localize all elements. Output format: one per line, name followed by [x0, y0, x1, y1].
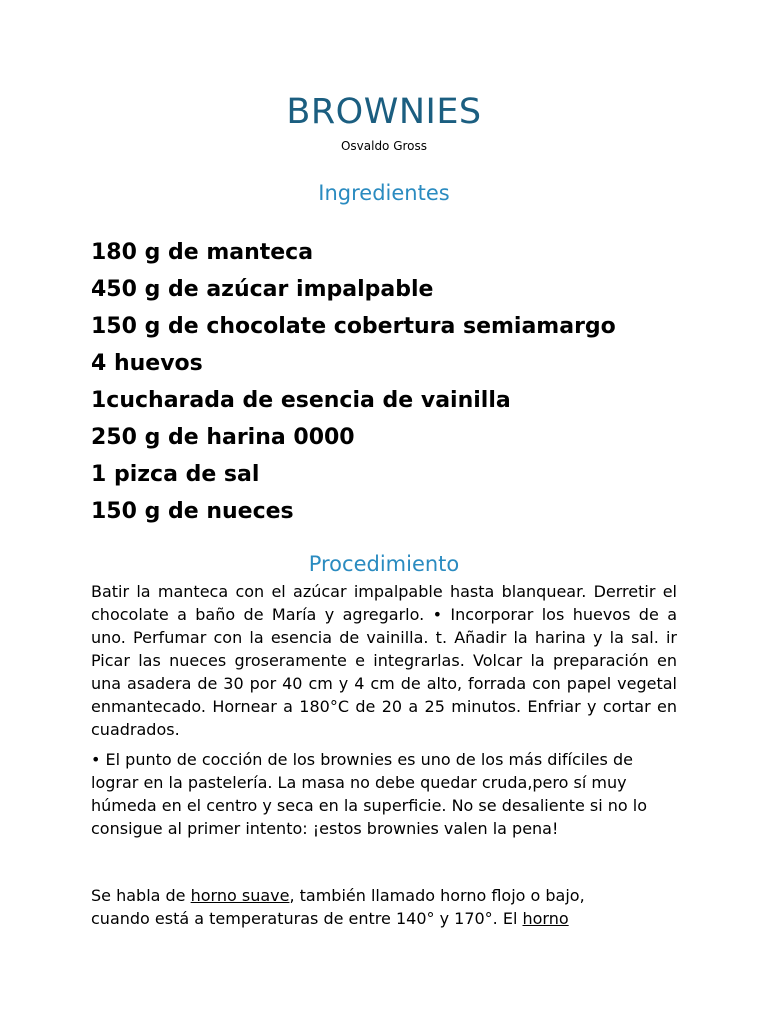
oven-note-text: Se habla de horno suave, también llamado horno flojo o bajo,: [91, 886, 585, 905]
ingredients-list: [91, 234, 616, 530]
horno-suave-link[interactable]: horno suave: [190, 886, 290, 905]
procedure-note-paragraph: • El punto de cocción de los brownies es uno de los más difíciles de lograr en la pastelería. La masa no debe quedar cruda,pero sí muy húmeda en el centro y seca en la superficie. No se desaliente si no lo consigue al primer intento: ¡estos brownies valen la pena!: [91, 750, 648, 838]
ingredient-item: 1cucharada de esencia de vainilla: [91, 388, 511, 413]
ingredient-item: 450 g de azúcar impalpable: [91, 277, 434, 302]
ingredient-item: 4 huevos: [91, 351, 203, 376]
oven-note-paragraph: [91, 884, 677, 930]
oven-note-line-2: [91, 907, 677, 930]
oven-note-text: cuando está a temperaturas de entre 140° y 170°. El horno: [91, 909, 569, 928]
ingredient-item: 1 pizca de sal: [91, 462, 260, 487]
procedure-paragraph: Batir la manteca con el azúcar impalpable hasta blanquear. Derretir el chocolate a baño de María y agregarlo. • Incorporar los huevos de a uno. Perfumar con la esencia de vainilla. t. Añadir la harina y la sal. ir Picar las nueces groseramente e integrarlas. Volcar la preparación en una asadera de 30 por 40 cm y 4 cm de alto, forrada con papel vegetal enmantecado. Hornear a 180°C de 20 a 25 minutos. Enfriar y cortar en cuadrados.: [91, 582, 677, 739]
ingredient-item: 180 g de manteca: [91, 240, 314, 265]
recipe-title: BROWNIES: [286, 92, 482, 132]
author-name: Osvaldo Gross: [340, 139, 428, 153]
horno-link[interactable]: horno: [522, 909, 569, 928]
oven-note-line-1: [91, 884, 677, 907]
ingredients-heading: Ingredientes: [318, 181, 450, 205]
procedure-heading: Procedimiento: [308, 552, 460, 576]
ingredient-item: 250 g de harina 0000: [91, 425, 355, 450]
ingredient-item: 150 g de nueces: [91, 499, 294, 524]
ingredient-item: 150 g de chocolate cobertura semiamargo: [91, 314, 616, 339]
